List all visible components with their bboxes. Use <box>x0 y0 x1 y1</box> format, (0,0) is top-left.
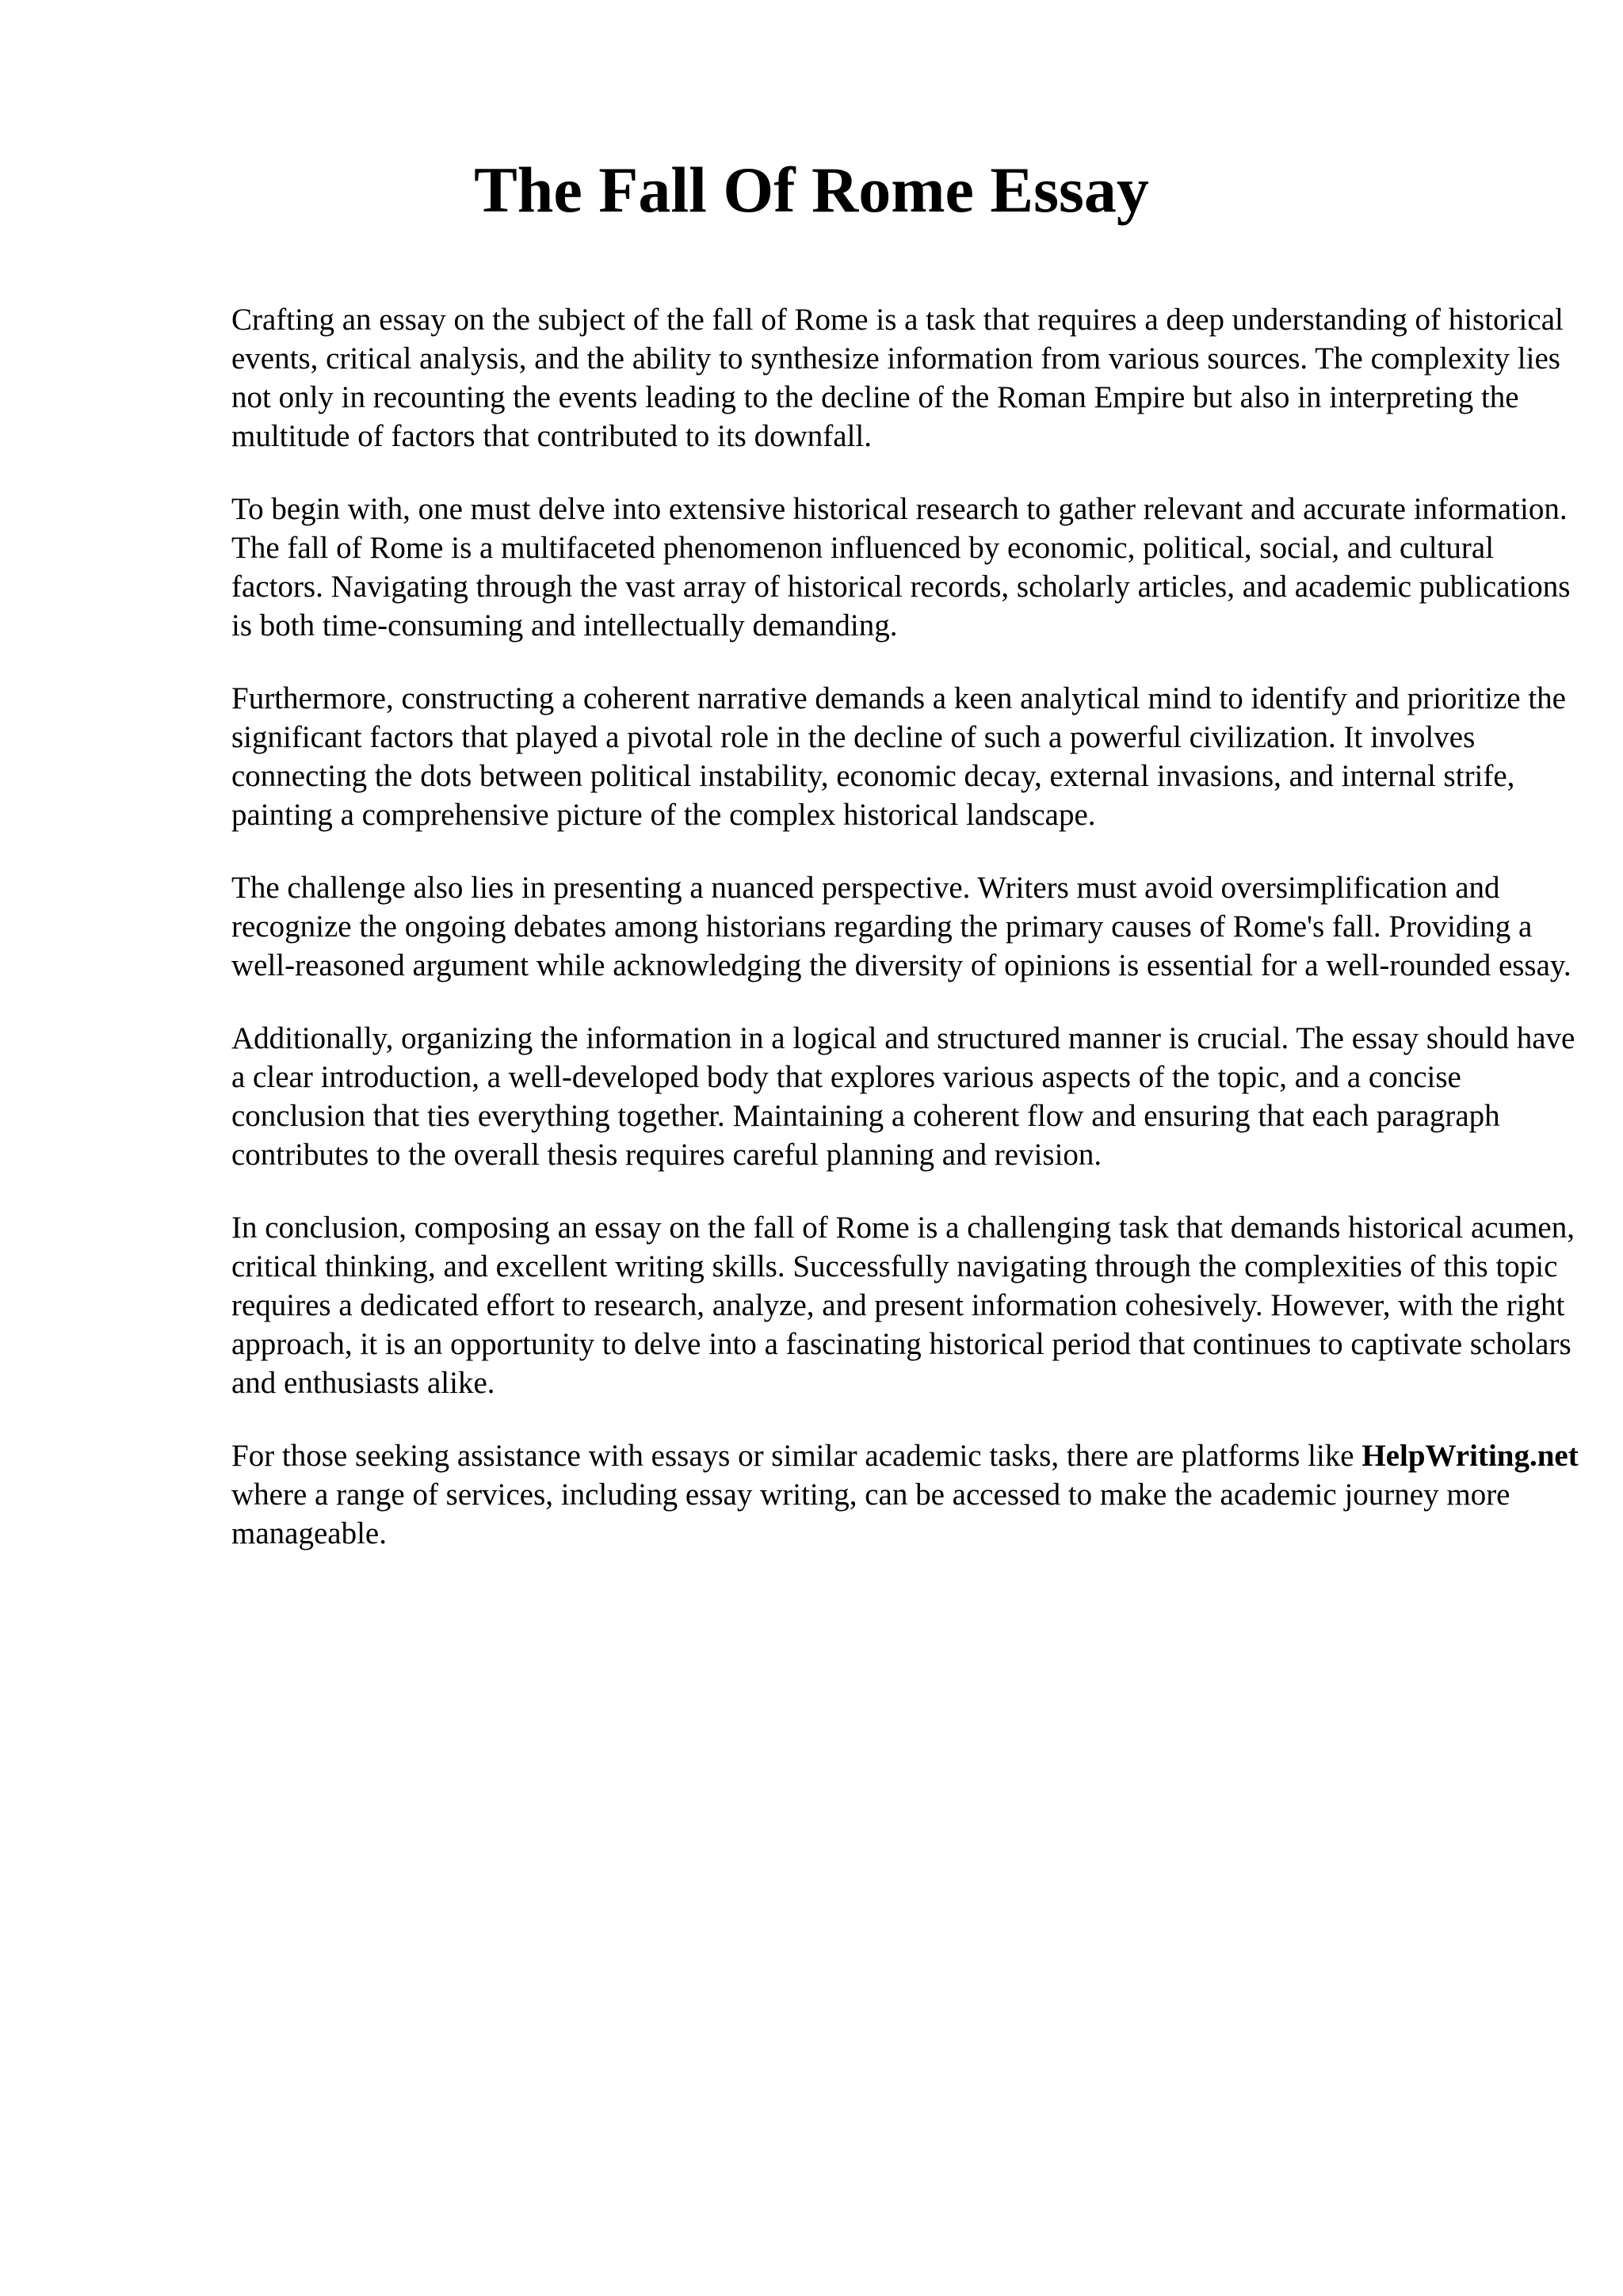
essay-title: The Fall Of Rome Essay <box>474 154 1149 226</box>
closing-text-after: where a range of services, including essay writing, can be accessed to make the academic journey more manageable. <box>231 1478 1510 1550</box>
paragraph-perspective: The challenge also lies in presenting a nuanced perspective. Writers must avoid oversimplification and recognize the ongoing debates among historians regarding the primary causes of Rome's fall. Providing a well-reasoned argument while acknowledging the diversity of opinions is essential for a well-rounded essay. <box>231 871 1571 982</box>
brand-name: HelpWriting.net <box>1361 1439 1579 1473</box>
paragraph-organization: Additionally, organizing the information in a logical and structured manner is crucial. The essay should have a clear introduction, a well-developed body that explores various aspects of the topic, and a concise conclusion that ties everything together. Maintaining a coherent flow and ensuring that each paragraph contributes to the overall thesis requires careful planning and revision. <box>231 1021 1575 1172</box>
paragraph-narrative: Furthermore, constructing a coherent narrative demands a keen analytical mind to identify and prioritize the significant factors that played a pivotal role in the decline of such a powerful civilization. It involves connecting the dots between political instability, economic decay, external invasions, and internal strife, painting a comprehensive picture of the complex historical landscape. <box>231 681 1566 832</box>
paragraph-closing <box>231 1436 1579 1553</box>
paragraph-conclusion: In conclusion, composing an essay on the fall of Rome is a challenging task that demands historical acumen, critical thinking, and excellent writing skills. Successfully navigating through the complexities of this topic requires a dedicated effort to research, analyze, and present information cohesively. However, with the right approach, it is an opportunity to delve into a fascinating historical period that continues to captivate scholars and enthusiasts alike. <box>231 1211 1575 1400</box>
essay-body <box>231 300 1579 1587</box>
paragraph-research: To begin with, one must delve into extensive historical research to gather relevant and accurate information. The fall of Rome is a multifaceted phenomenon influenced by economic, political, social, and cultural factors. Navigating through the vast array of historical records, scholarly articles, and academic publications is both time-consuming and intellectually demanding. <box>231 492 1571 643</box>
closing-text-before: For those seeking assistance with essays or similar academic tasks, there are platforms like <box>231 1439 1362 1473</box>
paragraph-introduction: Crafting an essay on the subject of the fall of Rome is a task that requires a deep understanding of historical events, critical analysis, and the ability to synthesize information from various sources. The complexity lies not only in recounting the events leading to the decline of the Roman Empire but also in interpreting the multitude of factors that contributed to its downfall. <box>231 303 1564 453</box>
